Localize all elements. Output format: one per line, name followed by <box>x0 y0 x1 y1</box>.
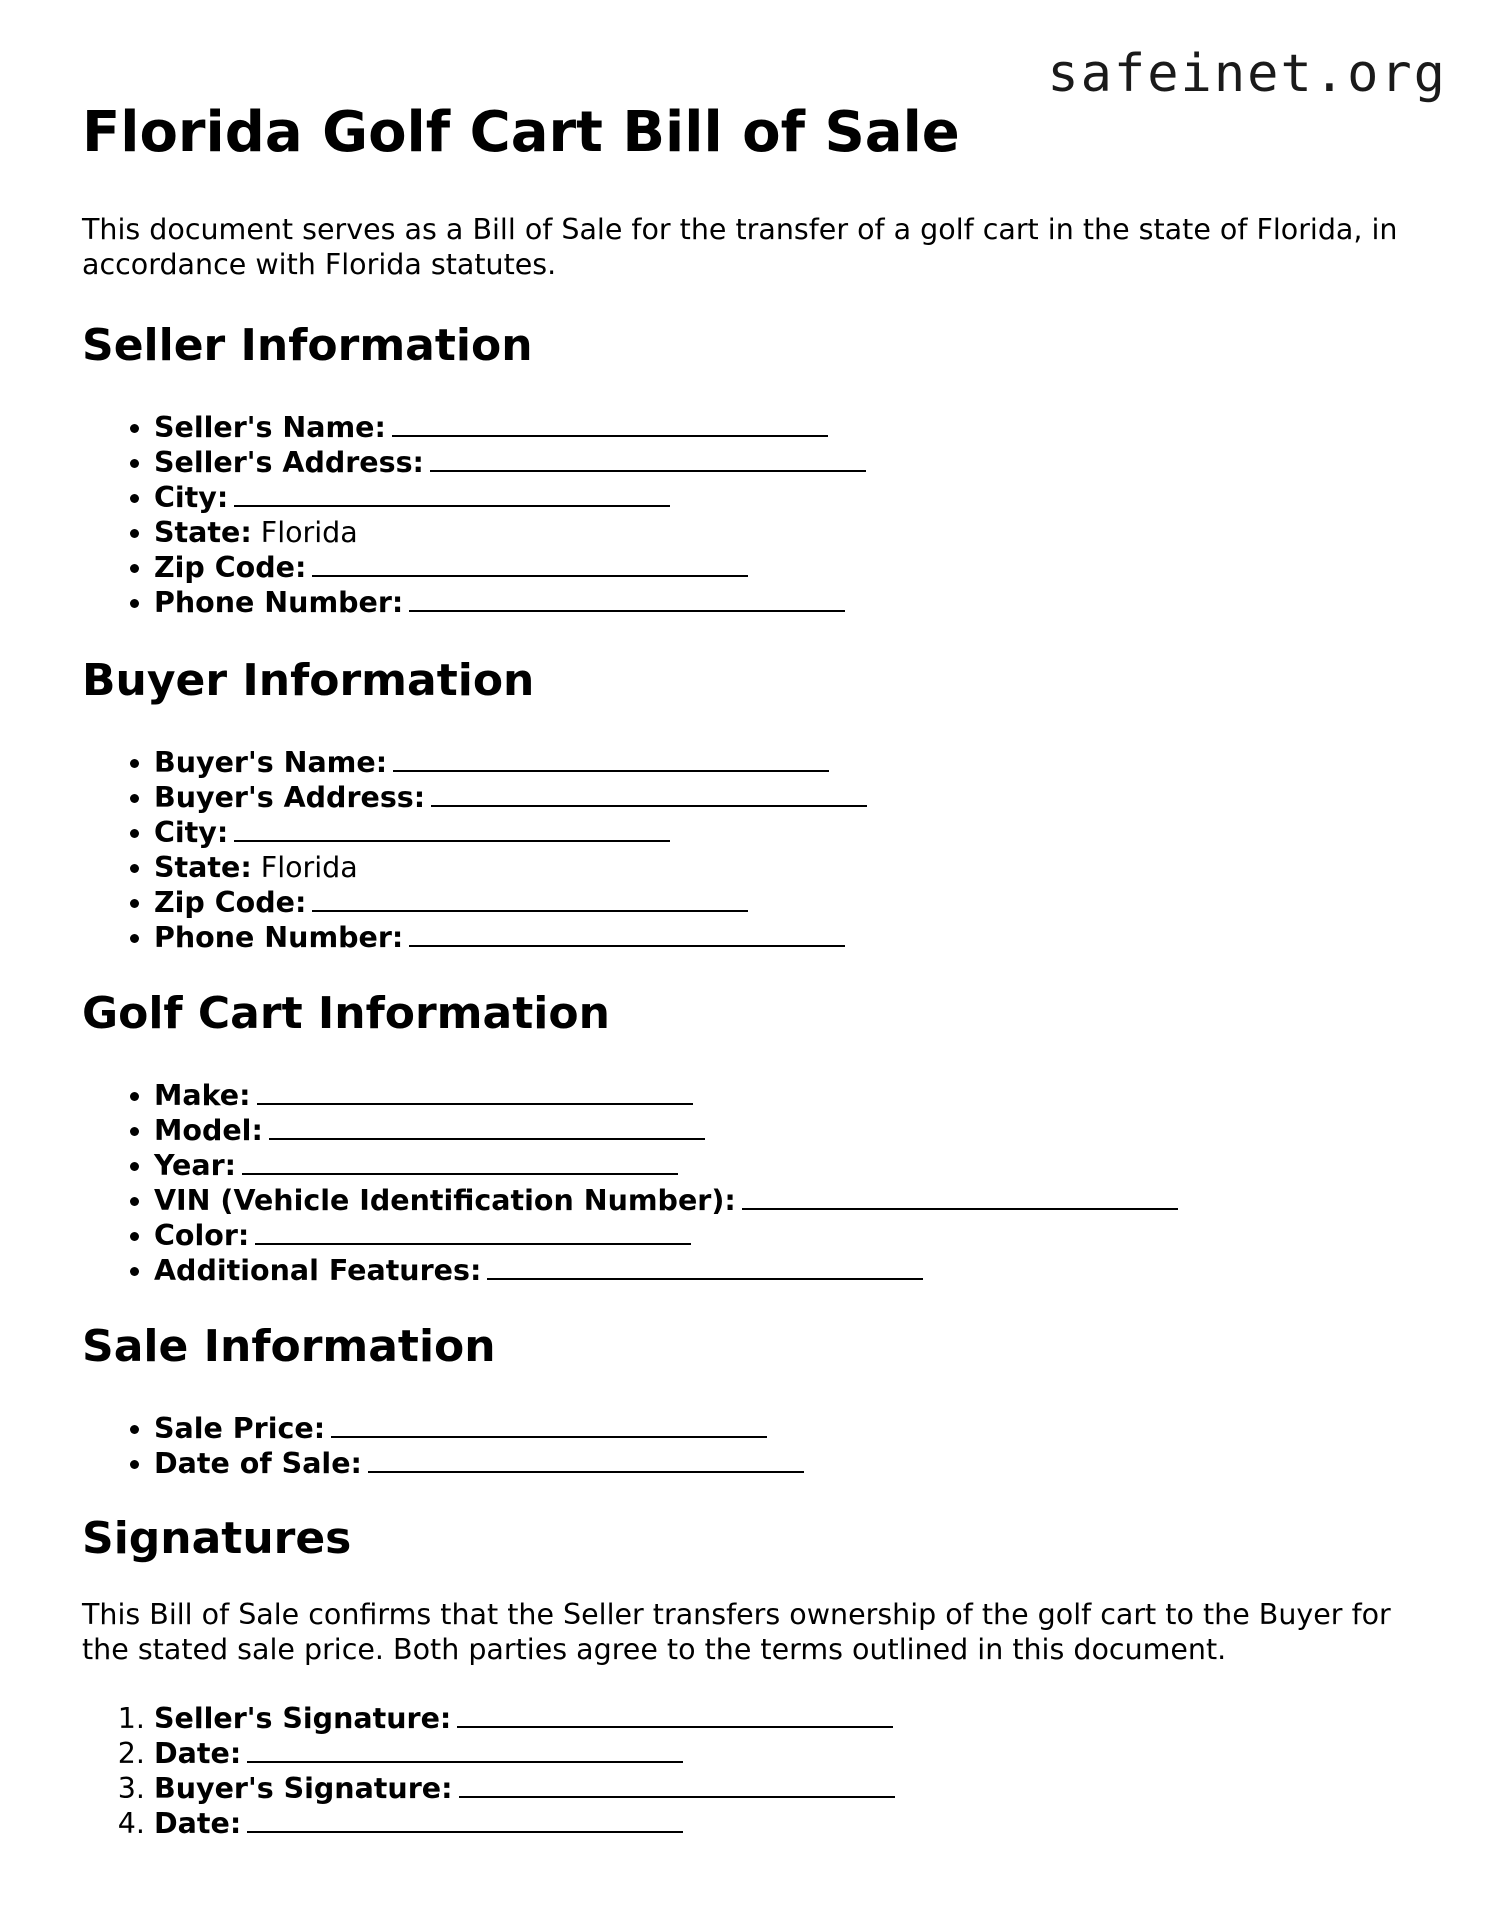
field-label: Additional Features: <box>154 1254 482 1287</box>
cart-model-item <box>154 1113 1178 1148</box>
field-label: City: <box>154 816 229 849</box>
seller-signature-item <box>154 1701 895 1736</box>
buyer-address-item <box>154 780 867 815</box>
buyer-phone-blank[interactable] <box>409 921 845 947</box>
cart-color-blank[interactable] <box>255 1219 691 1245</box>
buyer-signature-item <box>154 1771 895 1806</box>
sale-heading: Sale Information <box>82 1321 496 1372</box>
cart-vin-item <box>154 1183 1178 1218</box>
seller-phone-blank[interactable] <box>409 586 845 612</box>
cart-make-blank[interactable] <box>257 1079 693 1105</box>
field-label: Seller's Signature: <box>154 1702 452 1735</box>
seller-date-blank[interactable] <box>247 1737 683 1763</box>
seller-date-item <box>154 1736 895 1771</box>
cart-color-item <box>154 1218 1178 1253</box>
document-title: Florida Golf Cart Bill of Sale <box>82 100 960 165</box>
signature-list <box>82 1701 895 1841</box>
seller-address-item <box>154 445 866 480</box>
field-label: VIN (Vehicle Identification Number): <box>154 1184 736 1217</box>
field-label: State: <box>154 516 252 549</box>
seller-state-item <box>154 515 866 550</box>
field-label: Model: <box>154 1114 263 1147</box>
watermark: safeinet.org <box>1047 44 1447 104</box>
cart-field-list <box>82 1078 1178 1288</box>
field-label: Sale Price: <box>154 1412 326 1445</box>
buyer-zip-blank[interactable] <box>312 886 748 912</box>
seller-signature-blank[interactable] <box>457 1702 893 1728</box>
field-label: Year: <box>154 1149 237 1182</box>
field-label: Phone Number: <box>154 921 404 954</box>
field-label: Date of Sale: <box>154 1447 362 1480</box>
cart-features-blank[interactable] <box>487 1254 923 1280</box>
buyer-city-blank[interactable] <box>234 816 670 842</box>
field-label: Date: <box>154 1807 242 1840</box>
buyer-state-value: Florida <box>260 851 358 884</box>
cart-make-item <box>154 1078 1178 1113</box>
seller-heading: Seller Information <box>82 320 533 371</box>
buyer-zip-item <box>154 885 867 920</box>
field-label: Seller's Name: <box>154 411 386 444</box>
cart-vin-blank[interactable] <box>742 1184 1178 1210</box>
field-label: Make: <box>154 1079 251 1112</box>
signatures-paragraph: This Bill of Sale confirms that the Seller transfers ownership of the golf cart to the Buyer for the stated sale price. Both parties agree to the terms outlined in this document. <box>82 1598 1391 1666</box>
seller-name-blank[interactable] <box>392 411 828 437</box>
intro-paragraph: This document serves as a Bill of Sale for the transfer of a golf cart in the state of Florida, in accordance with Florida statutes. <box>82 213 1398 281</box>
field-label: Seller's Address: <box>154 446 424 479</box>
buyer-name-blank[interactable] <box>393 746 829 772</box>
field-label: Buyer's Signature: <box>154 1772 453 1805</box>
seller-zip-blank[interactable] <box>312 551 748 577</box>
sale-field-list <box>82 1411 804 1481</box>
cart-model-blank[interactable] <box>269 1114 705 1140</box>
buyer-date-blank[interactable] <box>247 1807 683 1833</box>
field-label: State: <box>154 851 252 884</box>
field-label: Date: <box>154 1737 242 1770</box>
signatures-heading: Signatures <box>82 1513 352 1564</box>
field-label: City: <box>154 481 229 514</box>
buyer-field-list <box>82 745 867 955</box>
sale-date-item <box>154 1446 804 1481</box>
buyer-phone-item <box>154 920 867 955</box>
buyer-date-item <box>154 1806 895 1841</box>
field-label: Phone Number: <box>154 586 404 619</box>
field-label: Buyer's Name: <box>154 746 388 779</box>
field-label: Color: <box>154 1219 250 1252</box>
cart-heading: Golf Cart Information <box>82 988 610 1039</box>
seller-city-blank[interactable] <box>234 481 670 507</box>
buyer-city-item <box>154 815 867 850</box>
field-label: Buyer's Address: <box>154 781 426 814</box>
buyer-heading: Buyer Information <box>82 655 535 706</box>
seller-zip-item <box>154 550 866 585</box>
field-label: Zip Code: <box>154 886 307 919</box>
sale-date-blank[interactable] <box>368 1447 804 1473</box>
seller-name-item <box>154 410 866 445</box>
seller-phone-item <box>154 585 866 620</box>
seller-address-blank[interactable] <box>430 446 866 472</box>
cart-features-item <box>154 1253 1178 1288</box>
sale-price-item <box>154 1411 804 1446</box>
sale-price-blank[interactable] <box>331 1412 767 1438</box>
field-label: Zip Code: <box>154 551 307 584</box>
buyer-signature-blank[interactable] <box>459 1772 895 1798</box>
cart-year-item <box>154 1148 1178 1183</box>
buyer-name-item <box>154 745 867 780</box>
seller-field-list <box>82 410 866 620</box>
cart-year-blank[interactable] <box>242 1149 678 1175</box>
seller-state-value: Florida <box>260 516 358 549</box>
buyer-address-blank[interactable] <box>431 781 867 807</box>
seller-city-item <box>154 480 866 515</box>
buyer-state-item <box>154 850 867 885</box>
